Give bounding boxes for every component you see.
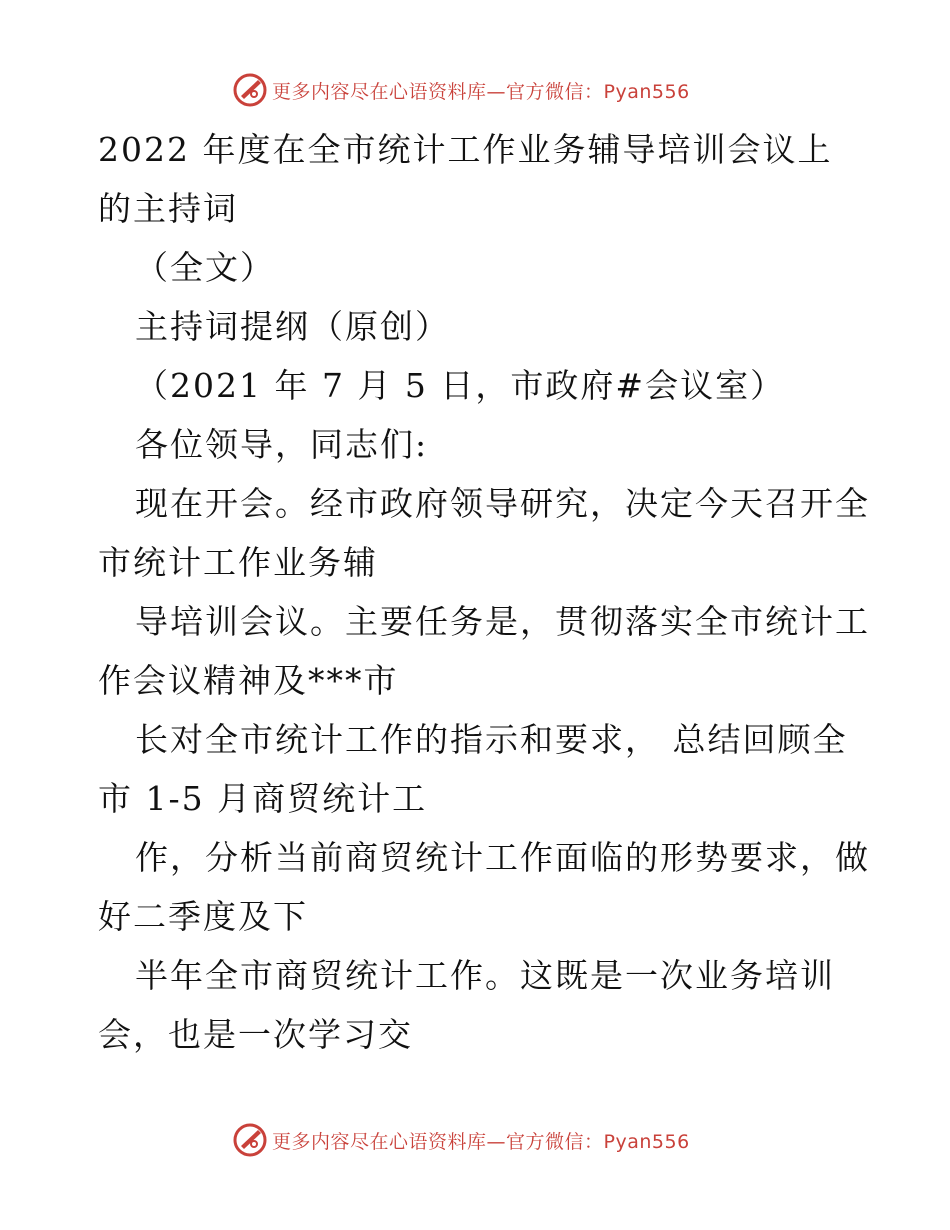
title-line-1: 2022 年度在全市统计工作业务辅导培训会议上 (98, 130, 833, 169)
paragraph-line: 作，分析当前商贸统计工作面临的形势要求，做 (135, 838, 870, 877)
salutation: 各位领导，同志们: (135, 425, 429, 464)
watermark-logo-icon (232, 1122, 268, 1158)
outline-heading: 主持词提纲（原创） (135, 307, 450, 346)
title-line-2: 的主持词 (98, 189, 238, 228)
document-body (98, 120, 868, 1064)
paragraph-line: 市 1-5 月商贸统计工 (98, 779, 428, 818)
paragraph-line: 作会议精神及***市 (98, 661, 399, 700)
paragraph-line: 导培训会议。主要任务是，贯彻落实全市统计工 (135, 602, 870, 641)
header-watermark (232, 70, 690, 110)
paragraph-line: 好二季度及下 (98, 897, 308, 936)
watermark-text: 更多内容尽在心语资料库—官方微信：Pyan556 (272, 80, 690, 103)
date-location: （2021 年 7 月 5 日，市政府#会议室） (135, 366, 786, 405)
watermark-logo-icon (232, 72, 268, 108)
subtitle-full-text: （全文） (135, 248, 275, 287)
watermark-text: 更多内容尽在心语资料库—官方微信：Pyan556 (272, 1130, 690, 1153)
paragraph-line: 市统计工作业务辅 (98, 543, 378, 582)
paragraph-line: 现在开会。经市政府领导研究，决定今天召开全 (135, 484, 870, 523)
paragraph-line: 半年全市商贸统计工作。这既是一次业务培训 (135, 956, 835, 995)
paragraph-line: 会，也是一次学习交 (98, 1015, 413, 1054)
paragraph-line: 长对全市统计工作的指示和要求， 总结回顾全 (135, 720, 848, 759)
footer-watermark (232, 1120, 690, 1160)
